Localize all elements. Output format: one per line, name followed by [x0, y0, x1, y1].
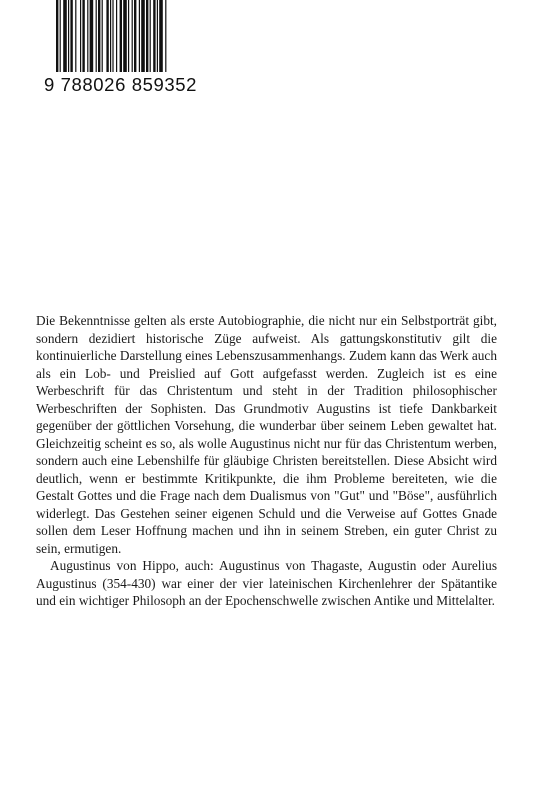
blurb-paragraph-author: Augustinus von Hippo, auch: Augustinus von Thagaste, Augustin oder Aurelius Augustinus (354-430) war einer der vier lateinischen Kirchenlehrer der Spätantike und ein wichtiger Philosoph an der Epochenschwelle zwischen Antike und Mittelalter. — [36, 558, 497, 608]
blurb-paragraph-book: Die Bekenntnisse gelten als erste Autobiographie, die nicht nur ein Selbstporträt gibt, sondern dezidiert historische Züge aufweist. Als gattungskonstitutiv gilt die kontinuierliche Darstellung eines Lebenszusammenhangs. Zudem kann das Werk auch als ein Lob- und Preislied auf Gott aufgefasst werden. Zugleich ist es eine Werbeschrift für das Christentum und steht in der Tradition philosophischer Werbeschriften der Sophisten. Das Grundmotiv Augustins ist tiefe Dankbarkeit gegenüber der göttlichen Vorsehung, die wunderbar über seinem Leben gewaltet hat. Gleichzeitig scheint es so, als wolle Augustinus nicht nur für das Christentum werben, sondern auch eine Lebenshilfe für gläubige Christen bereitstellen. Diese Absicht wird deutlich, wenn er bestimmte Kritikpunkte, die ihm Probleme bereiteten, wie die Gestalt Gottes und die Frage nach dem Dualismus von "Gut" und "Böse", ausführlich widerlegt. Das Gestehen seiner eigenen Schuld und die Verweise auf Gottes Gnade sollen dem Leser Hoffnung machen und ihn in seinem Streben, ein guter Christ zu sein, ermutigen. — [36, 313, 497, 556]
isbn-barcode — [36, 0, 206, 120]
blurb-text — [36, 312, 497, 610]
isbn-number: 9 788026 859352 — [44, 74, 198, 95]
barcode-bars — [56, 0, 201, 72]
